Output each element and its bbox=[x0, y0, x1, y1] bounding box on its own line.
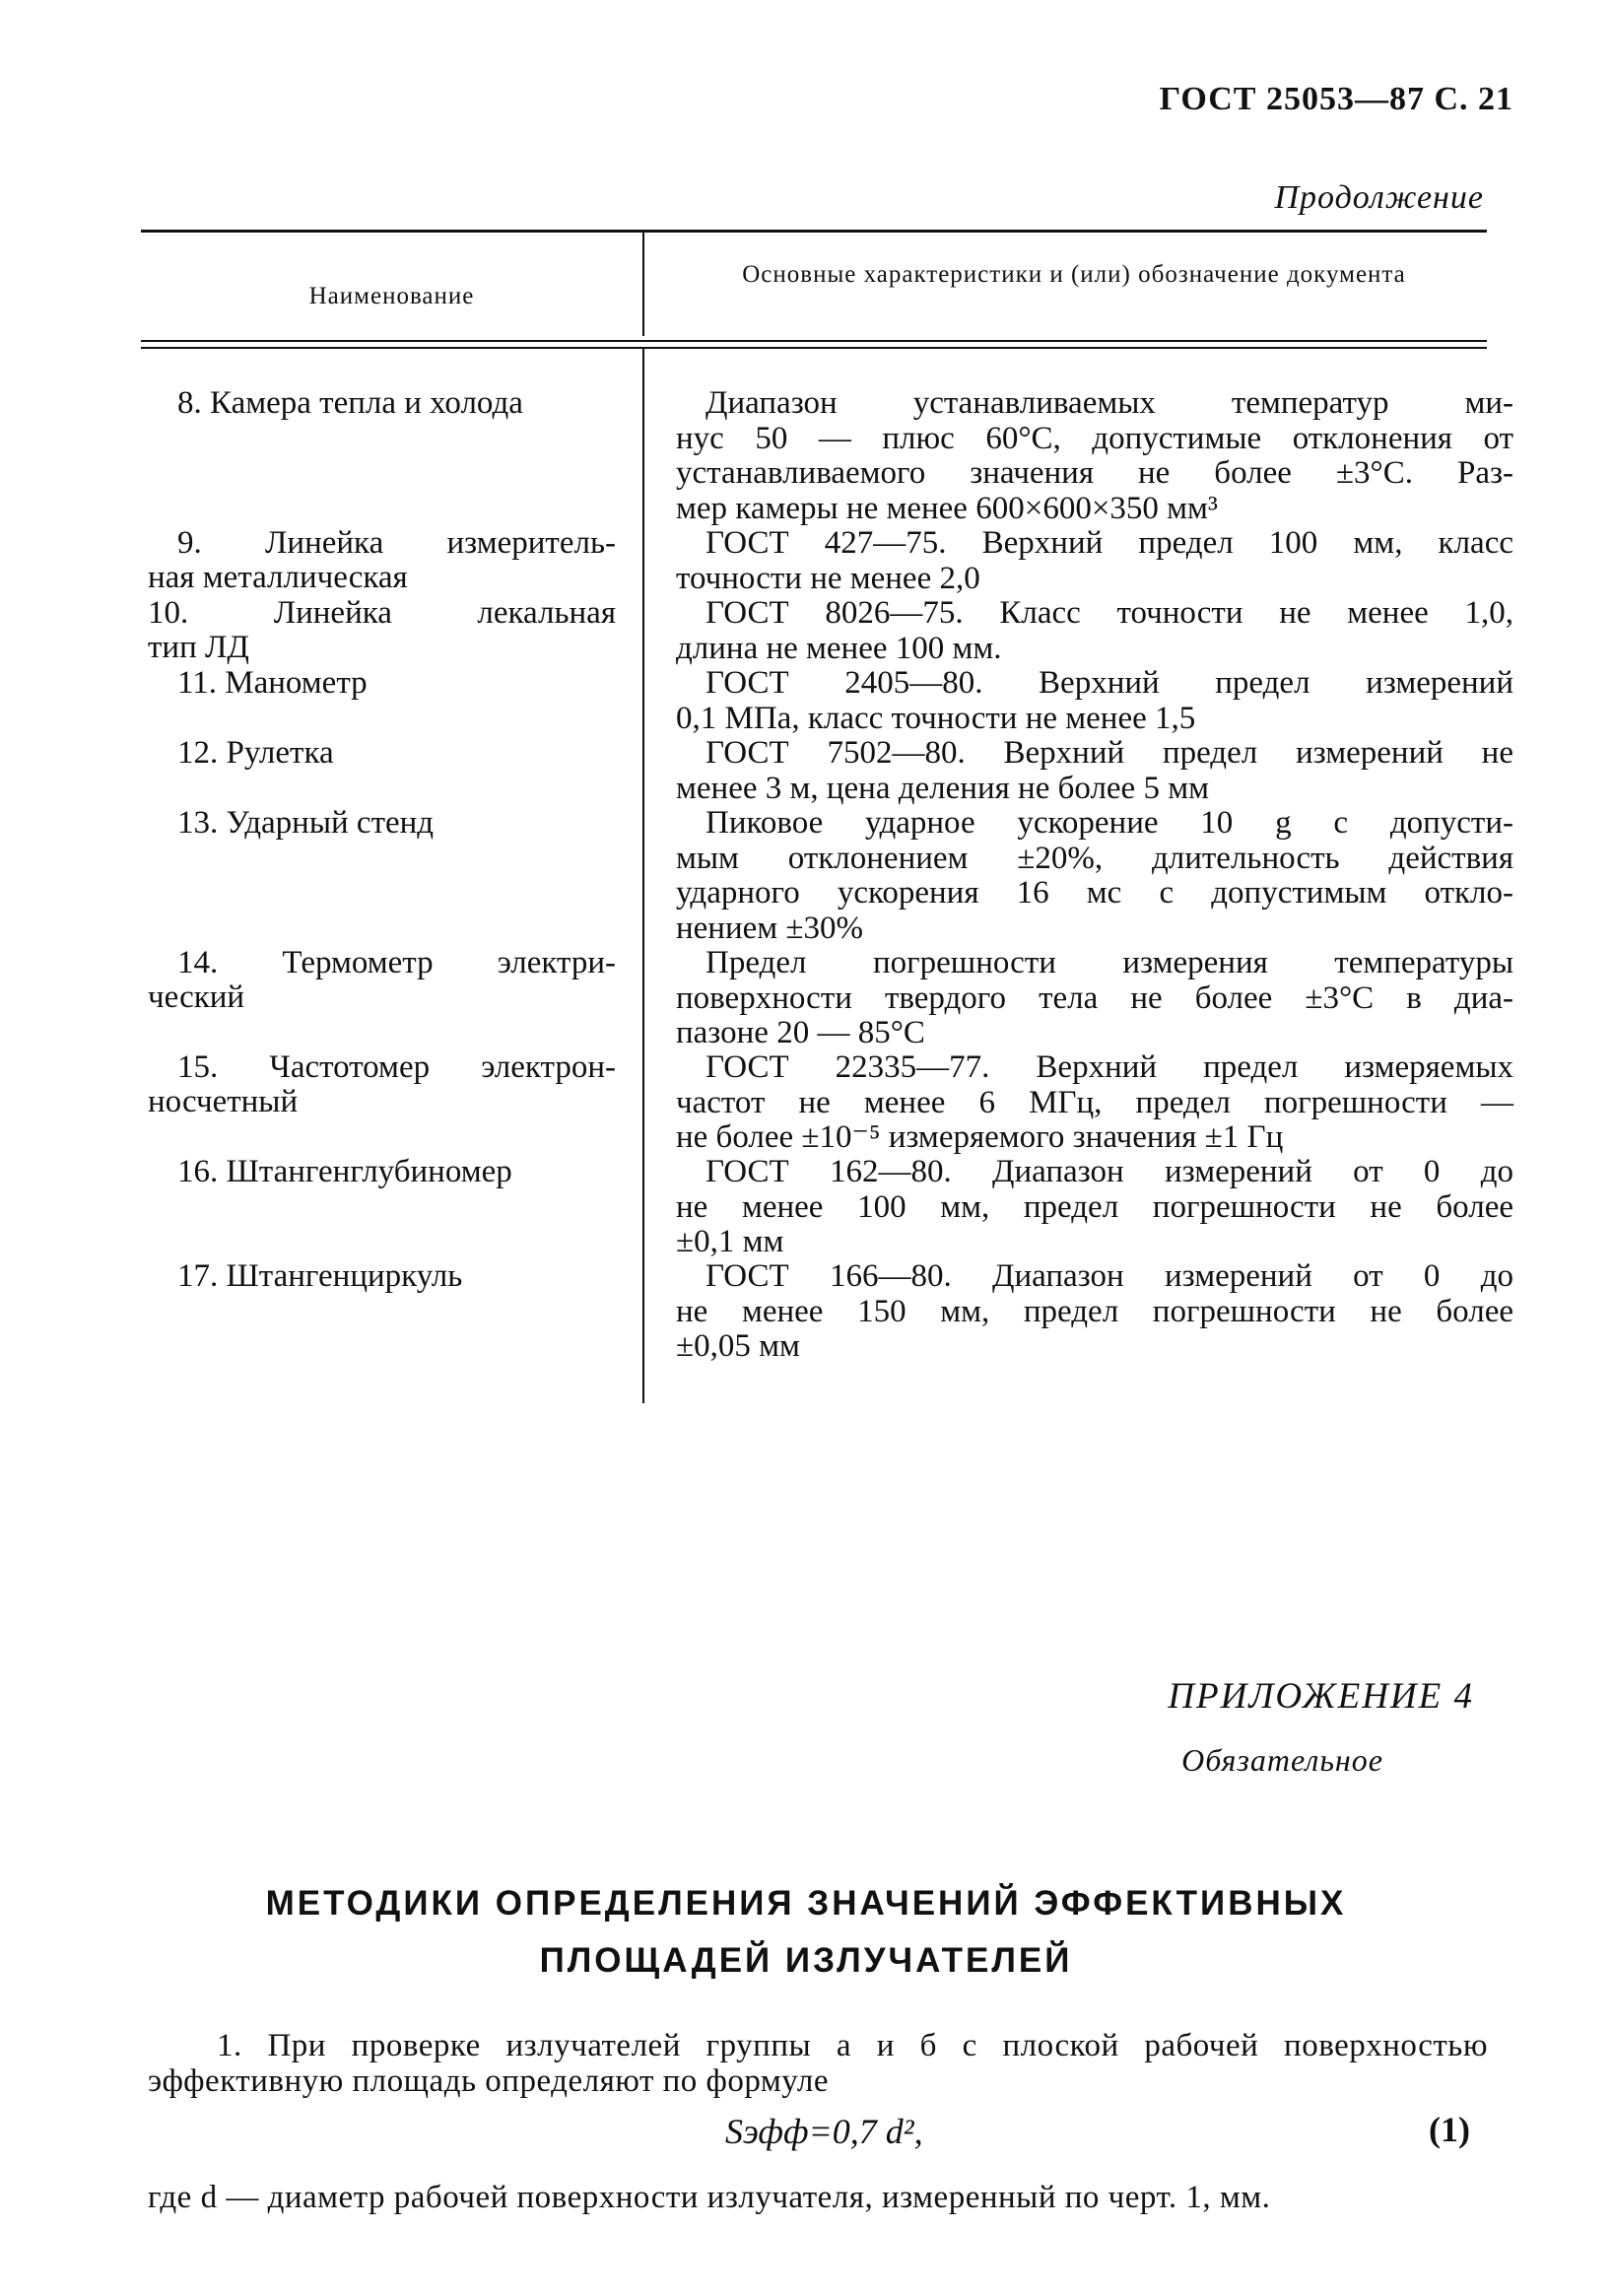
row-desc-line: ГОСТ 7502—80. Верхний предел измерений не bbox=[705, 735, 1513, 771]
row-desc-line: Пиковое ударное ускорение 10 g с допусти- bbox=[705, 805, 1513, 841]
row-name bbox=[148, 666, 616, 701]
formula: Sэфф=0,7 d², bbox=[725, 2112, 923, 2151]
row-name-line: 15. Частотомер электрон- bbox=[177, 1049, 616, 1085]
page-header: ГОСТ 25053—87 С. 21 bbox=[1159, 81, 1513, 117]
row-desc-line: ГОСТ 162—80. Диапазон измерений от 0 до bbox=[705, 1154, 1513, 1189]
section-title-line-2: ПЛОЩАДЕЙ ИЗЛУЧАТЕЛЕЙ bbox=[539, 1941, 1073, 1980]
row-desc-line: точности не менее 2,0 bbox=[676, 560, 980, 596]
body-paragraph bbox=[148, 2028, 1488, 2099]
table-header-rule-2 bbox=[141, 347, 1487, 349]
row-desc-line: Предел погрешности измерения температуры bbox=[705, 945, 1513, 980]
row-name-line: 17. Штангенциркуль bbox=[177, 1258, 463, 1294]
row-desc-line: устанавливаемого значения не более ±3°С. Раз- bbox=[676, 455, 1513, 491]
row-name-line: ная металлическая bbox=[148, 560, 408, 595]
row-name-line: 12. Рулетка bbox=[177, 735, 334, 771]
row-desc-line: 0,1 МПа, класс точности не менее 1,5 bbox=[676, 700, 1196, 736]
row-name bbox=[148, 946, 616, 1015]
table-column-divider bbox=[642, 349, 644, 1403]
row-desc-line: длина не менее 100 мм. bbox=[676, 630, 1002, 666]
row-description bbox=[676, 946, 1513, 1051]
row-desc-line: пазоне 20 — 85°С bbox=[676, 1015, 925, 1050]
row-name bbox=[148, 596, 616, 665]
row-name-line: ческий bbox=[148, 979, 245, 1015]
row-name bbox=[148, 386, 616, 421]
row-description bbox=[676, 736, 1513, 806]
row-name bbox=[148, 1259, 616, 1294]
table-header-divider bbox=[642, 233, 644, 336]
column-header-name: Наименование bbox=[308, 283, 475, 309]
row-desc-line: не менее 150 мм, предел погрешности не более bbox=[676, 1293, 1513, 1329]
row-description bbox=[676, 596, 1513, 666]
row-desc-line: не менее 100 мм, предел погрешности не более bbox=[676, 1188, 1513, 1225]
row-desc-line: ГОСТ 427—75. Верхний предел 100 мм, класс bbox=[705, 525, 1513, 561]
row-desc-line: ГОСТ 8026—75. Класс точности не менее 1,0, bbox=[705, 595, 1513, 631]
row-desc-line: Диапазон устанавливаемых температур ми- bbox=[705, 385, 1513, 421]
formula-explanation: где d — диаметр рабочей поверхности излучателя, измеренный по черт. 1, мм. bbox=[148, 2180, 1271, 2215]
row-desc-line: ГОСТ 166—80. Диапазон измерений от 0 до bbox=[705, 1258, 1513, 1294]
column-header-characteristics: Основные характеристики и (или) обозначение документа bbox=[742, 261, 1406, 288]
row-name-line: носчетный bbox=[148, 1084, 299, 1119]
appendix-title: ПРИЛОЖЕНИЕ 4 bbox=[1168, 1676, 1474, 1717]
row-desc-line: ударного ускорения 16 мс с допустимым откло- bbox=[676, 875, 1513, 911]
row-description bbox=[676, 1155, 1513, 1260]
row-desc-line: менее 3 м, цена деления не более 5 мм bbox=[676, 770, 1209, 806]
row-desc-line: не более ±10⁻⁵ измеряемого значения ±1 Гц bbox=[676, 1119, 1284, 1155]
paragraph-line: эффективную площадь определяют по формуле bbox=[148, 2063, 829, 2099]
row-name bbox=[148, 806, 616, 841]
row-name bbox=[148, 1050, 616, 1119]
table-top-rule bbox=[141, 230, 1487, 233]
row-name-line: 13. Ударный стенд bbox=[177, 805, 435, 841]
row-name-line: 16. Штангенглубиномер bbox=[177, 1154, 512, 1189]
table-header-rule-1 bbox=[141, 340, 1487, 342]
row-description bbox=[676, 1259, 1513, 1365]
row-desc-line: ГОСТ 22335—77. Верхний предел измеряемых bbox=[705, 1049, 1513, 1085]
row-name-line: 10. Линейка лекальная bbox=[148, 595, 616, 631]
row-name-line: 14. Термометр электри- bbox=[177, 945, 616, 980]
row-desc-line: ±0,05 мм bbox=[676, 1328, 800, 1364]
row-desc-line: ГОСТ 2405—80. Верхний предел измерений bbox=[705, 665, 1513, 701]
row-desc-line: поверхности твердого тела не более ±3°С в диа- bbox=[676, 979, 1513, 1016]
row-description bbox=[676, 1050, 1513, 1156]
row-name-line: 8. Камера тепла и холода bbox=[177, 385, 523, 421]
continuation-label: Продолжение bbox=[1274, 179, 1484, 216]
row-name bbox=[148, 526, 616, 595]
row-name-line: 11. Манометр bbox=[177, 665, 368, 701]
row-description bbox=[676, 526, 1513, 596]
row-name-line: 9. Линейка измеритель- bbox=[177, 525, 616, 561]
appendix-subtitle: Обязательное bbox=[1181, 1742, 1383, 1778]
paragraph-line: 1. При проверке излучателей группы а и б с плоской рабочей поверхностью bbox=[217, 2028, 1488, 2063]
row-description bbox=[676, 806, 1513, 946]
row-name-line: тип ЛД bbox=[148, 630, 249, 665]
row-desc-line: нус 50 — плюс 60°С, допустимые отклонения от bbox=[676, 420, 1513, 456]
row-desc-line: мер камеры не менее 600×600×350 мм³ bbox=[676, 490, 1218, 526]
row-name bbox=[148, 1155, 616, 1189]
row-description bbox=[676, 666, 1513, 736]
section-title-line-1: МЕТОДИКИ ОПРЕДЕЛЕНИЯ ЗНАЧЕНИЙ ЭФФЕКТИВНЫХ bbox=[265, 1884, 1347, 1923]
row-desc-line: частот не менее 6 МГц, предел погрешности — bbox=[676, 1084, 1513, 1120]
row-desc-line: мым отклонением ±20%, длительность действия bbox=[676, 840, 1513, 876]
formula-number: (1) bbox=[1429, 2110, 1470, 2149]
row-name bbox=[148, 736, 616, 771]
row-description bbox=[676, 386, 1513, 526]
row-desc-line: ±0,1 мм bbox=[676, 1224, 784, 1259]
row-desc-line: нением ±30% bbox=[676, 910, 864, 946]
